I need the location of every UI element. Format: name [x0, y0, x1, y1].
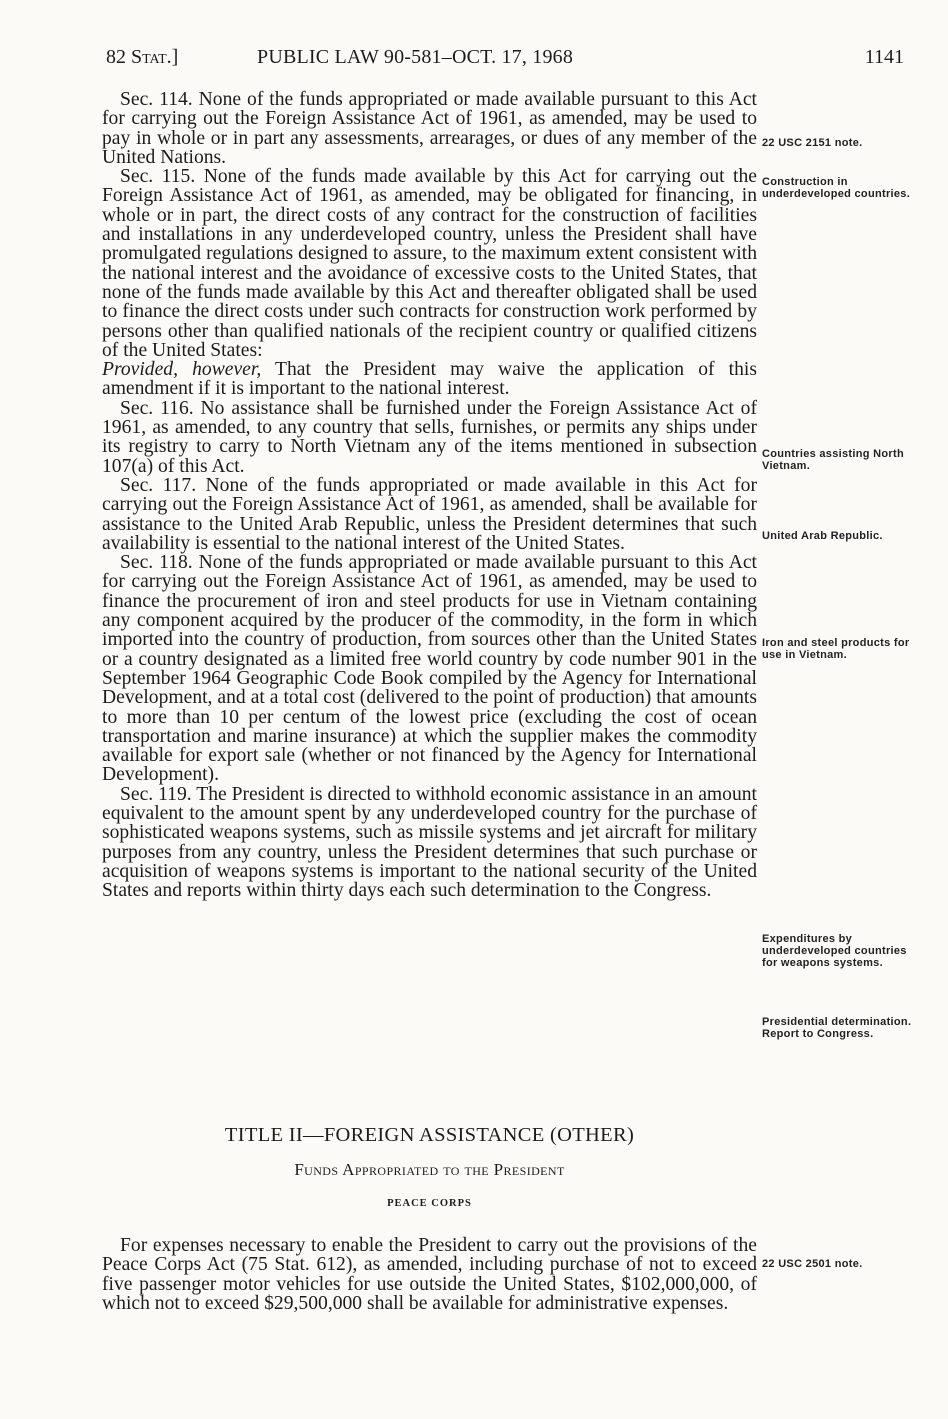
margin-note-peace-corps: 22 USC 2501 note.	[762, 1258, 863, 1270]
sections-body	[102, 90, 757, 900]
subsection-heading: PEACE CORPS	[387, 1198, 472, 1209]
margin-note-119: Expenditures by underdeveloped countries for weapons systems.	[762, 933, 907, 969]
subtitle-heading: Funds Appropriated to the President	[294, 1160, 565, 1179]
section-114: Sec. 114. None of the funds appropriated or made available pursuant to this Act for carrying out the Foreign Assistance Act of 1961, as amended, may be used to pay in whole or in part any assessments, arrearages, or dues of any member of the United Nations.	[102, 89, 757, 168]
section-116: Sec. 116. No assistance shall be furnished under the Foreign Assistance Act of 1961, as amended, to any country that sells, furnishes, or permits any ships under its registry to carry to North Vietnam any of the items mentioned in subsection 107(a) of this Act.	[102, 397, 757, 477]
section-115-tail: That the President may waive the application of this amendment if it is important to the national interest.	[102, 359, 757, 400]
margin-note-115: Construction in underdeveloped countries.	[762, 176, 911, 200]
margin-note-118: Iron and steel products for use in Vietnam.	[762, 637, 910, 661]
margin-note-116: Countries assisting North Vietnam.	[762, 448, 904, 472]
margin-note-114: 22 USC 2151 note.	[762, 137, 863, 149]
margin-note-119b: Presidential determination. Report to Congress.	[762, 1016, 912, 1040]
page-header	[106, 46, 904, 76]
volume-reference: 82 Stat.]	[106, 46, 179, 68]
section-115-text: Sec. 115. None of the funds made available by this Act for carrying out the Foreign Assistance Act of 1961, as amended, may be obligated for financing, in whole or in part, the direct costs of any contract for the construction of facilities and installations in any underdeveloped country, unless the President shall have promulgated regulations designed to assure, to the maximum extent consistent with the national interest and the avoidance of excessive costs to the United States, that none of the funds made available by this Act and thereafter obligated shall be used to finance the direct costs under such contracts for construction work performed by persons other than qualified nationals of the recipient country or qualified citizens of the United States:	[102, 166, 757, 361]
title-heading: TITLE II—FOREIGN ASSISTANCE (OTHER)	[224, 1124, 635, 1146]
section-119: Sec. 119. The President is directed to withhold economic assistance in an amount equivalent to the amount spent by any underdeveloped country for the purchase of sophisticated weapons systems, such as missile systems and jet aircraft for military purposes from any country, unless the President determines that such purchase or acquisition of weapons systems is important to the national security of the United States and reports within thirty days each such determination to the Congress.	[102, 783, 757, 902]
page-number: 1141	[864, 46, 904, 68]
section-115-proviso: Provided, however,	[102, 359, 262, 381]
margin-note-117: United Arab Republic.	[762, 530, 883, 542]
section-118: Sec. 118. None of the funds appropriated or made available pursuant to this Act for carrying out the Foreign Assistance Act of 1961, as amended, may be used to finance the procurement of iron and steel products for use in Vietnam containing any component acquired by the producer of the commodity, in the form in which imported into the country of production, from sources other than the United States or a country designated as a limited free world country by code number 901 in the September 1964 Geographic Code Book compiled by the Agency for International Development, and at a total cost (delivered to the point of production) that amounts to more than 10 per centum of the lowest price (excluding the cost of ocean transportation and marine insurance) at which the supplier makes the commodity available for export sale (whether or not financed by the Agency for International Development).	[102, 552, 757, 786]
law-title: PUBLIC LAW 90-581–OCT. 17, 1968	[257, 46, 574, 68]
section-115	[102, 167, 757, 399]
section-117: Sec. 117. None of the funds appropriated or made available in this Act for carrying out the Foreign Assistance Act of 1961, as amended, shall be available for assistance to the United Arab Republic, unless the President determines that such availability is essential to the national interest of the United States.	[102, 474, 757, 554]
peace-corps-paragraph: For expenses necessary to enable the President to carry out the provisions of the Peace Corps Act (75 Stat. 612), as amended, including purchase of not to exceed five passenger motor vehicles for use outside the United States, $102,000,000, of which not to exceed $29,500,000 shall be available for administrative expenses.	[102, 1235, 757, 1314]
